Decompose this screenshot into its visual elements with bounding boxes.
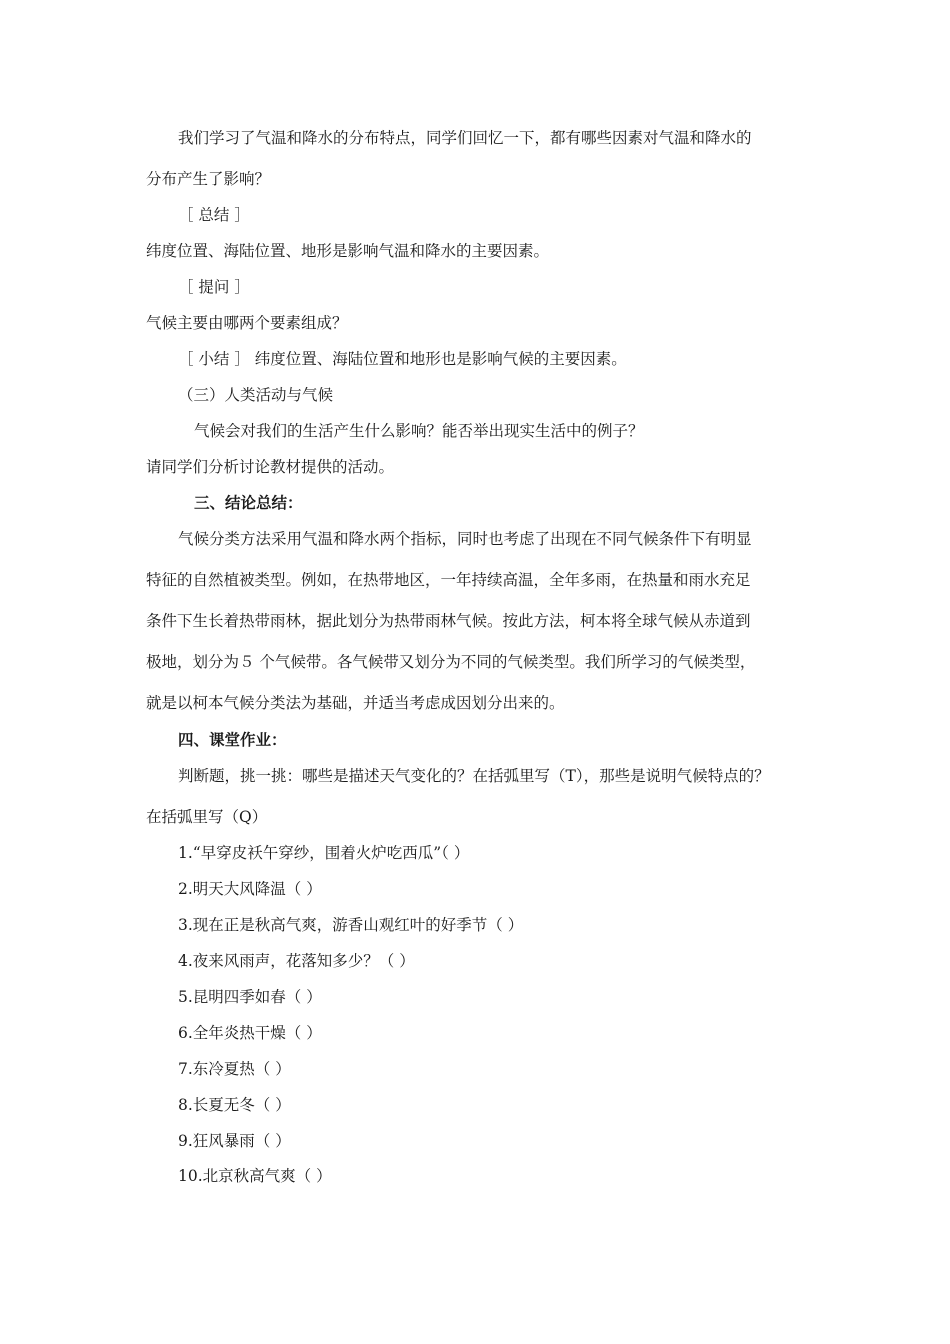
summary-label: ［ 总结 ］ [178,206,250,224]
exercise-item: 8.长夏无冬（ ） [178,1096,291,1114]
conclusion-line-1: 气候分类方法采用气温和降水两个指标，同时也考虑了出现在不同气候条件下有明显 [178,530,752,548]
exercise-instruction-line-2: 在括弧里写（Q） [146,808,268,826]
exercise-item: 2.明天大风降温（ ） [178,880,322,898]
brief-summary: ［ 小结 ］ 纬度位置、海陆位置和地形也是影响气候的主要因素。 [178,350,627,368]
discussion-prompt: 请同学们分析讨论教材提供的活动。 [146,458,395,476]
question-label: ［ 提问 ］ [178,278,250,296]
conclusion-line-3: 条件下生长着热带雨林，据此划分为热带雨林气候。按此方法，柯本将全球气候从赤道到 [146,612,751,630]
section-3-heading: 三、结论总结： [194,493,303,512]
exercise-instruction-line-1: 判断题，挑一挑：哪些是描述天气变化的？在括弧里写（T），那些是说明气候特点的？ [178,767,770,785]
exercise-item: 7.东冷夏热（ ） [178,1060,291,1078]
discussion-question: 气候会对我们的生活产生什么影响？能否举出现实生活中的例子？ [194,422,644,440]
exercise-item: 6.全年炎热干燥（ ） [178,1024,322,1042]
exercise-item: 3.现在正是秋高气爽，游香山观红叶的好季节（ ） [178,916,524,934]
exercise-item: 10.北京秋高气爽（ ） [178,1167,332,1185]
exercise-item: 5.昆明四季如春（ ） [178,988,322,1006]
exercise-item: 1.“早穿皮袄午穿纱，围着火炉吃西瓜”（ ） [178,844,470,862]
question-text: 气候主要由哪两个要素组成？ [146,314,348,332]
intro-paragraph-line-2: 分布产生了影响？ [146,170,271,188]
conclusion-line-2: 特征的自然植被类型。例如，在热带地区，一年持续高温，全年多雨，在热量和雨水充足 [146,571,751,589]
section-4-heading: 四、课堂作业： [178,730,287,749]
intro-paragraph-line-1: 我们学习了气温和降水的分布特点，同学们回忆一下，都有哪些因素对气温和降水的 [178,129,752,147]
summary-text: 纬度位置、海陆位置、地形是影响气温和降水的主要因素。 [146,242,550,260]
conclusion-line-5: 就是以柯本气候分类法为基础，并适当考虑成因划分出来的。 [146,694,565,712]
conclusion-line-4: 极地，划分为５ 个气候带。各气候带又划分为不同的气候类型。我们所学习的气候类型， [146,653,756,671]
subsection-title: （三）人类活动与气候 [178,386,334,404]
exercise-item: 9.狂风暴雨（ ） [178,1132,291,1150]
exercise-item: 4.夜来风雨声，花落知多少？（ ） [178,952,415,970]
